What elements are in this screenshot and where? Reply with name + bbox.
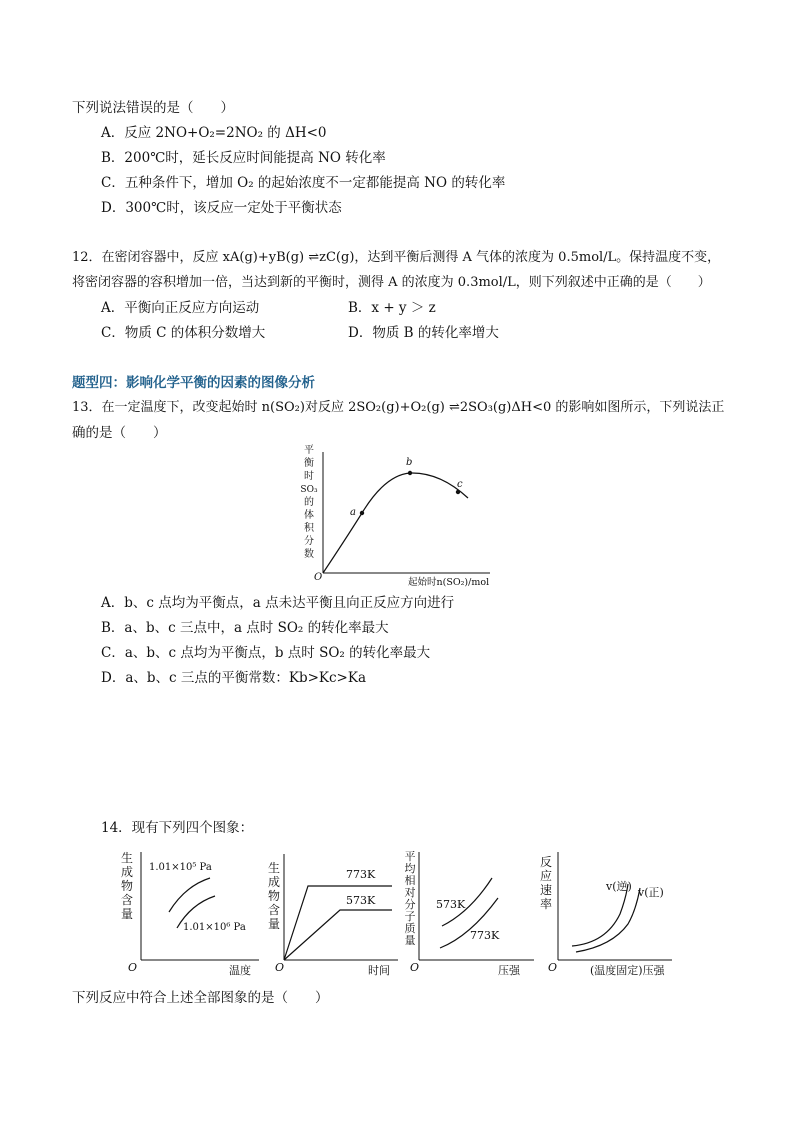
q13-option-c: C．a、b、c 点均为平衡点，b 点时 SO₂ 的转化率最大 (101, 645, 431, 661)
svg-text:平: 平 (304, 445, 314, 456)
q14-graph-1-label-2: 1.01×10⁶ Pa (183, 922, 246, 933)
svg-text:分: 分 (304, 536, 314, 547)
q14-graph-2-x-label: 时间 (368, 964, 390, 976)
q11-option-a: A．反应 2NO+O₂=2NO₂ 的 ΔH<0 (101, 125, 327, 141)
svg-text:生: 生 (267, 861, 281, 875)
q12-option-a: A．平衡向正反应方向运动 (101, 300, 260, 316)
svg-text:物: 物 (120, 879, 134, 893)
svg-text:SO₃: SO₃ (300, 485, 318, 495)
q13-y-axis-label (300, 444, 318, 560)
svg-text:数: 数 (304, 549, 314, 560)
svg-text:衡: 衡 (304, 458, 314, 469)
q14-graph-4-origin: O (548, 961, 558, 974)
q12-option-c: C．物质 C 的体积分数增大 (101, 325, 266, 341)
q14-graph-1-origin: O (128, 961, 138, 974)
q14-graph-2-origin: O (275, 961, 285, 974)
q14-graph-4-x-label: (温度固定)压强 (590, 964, 665, 976)
q11-option-d: D．300℃时，该反应一定处于平衡状态 (101, 200, 342, 216)
q14-graph-1 (115, 848, 265, 976)
svg-text:体: 体 (304, 510, 314, 521)
q14-graph-2-y-label (268, 860, 280, 931)
q13-stem-line1: 13．在一定温度下，改变起始时 n(SO₂)对反应 2SO₂(g)+O₂(g) ⇌2SO₃(g)ΔH<0 的影响如图所示，下列说法正 (72, 400, 725, 415)
q13-point-c (456, 490, 460, 494)
q14-graph-2-curve-573K (284, 910, 392, 960)
q14-graph-3-label-573K: 573K (436, 898, 466, 911)
q13-curve (323, 473, 468, 573)
q13-figure (290, 440, 505, 590)
svg-text:量: 量 (267, 917, 281, 931)
q14-graph-3-origin: O (410, 961, 420, 974)
q11-option-b: B．200℃时，延长反应时间能提高 NO 转化率 (101, 150, 386, 166)
q14-graph-4-y-label (540, 855, 552, 911)
q14-graph-4-curve-v-forward (576, 888, 640, 952)
svg-text:应: 应 (539, 869, 553, 883)
svg-text:的: 的 (304, 497, 314, 508)
q11-option-c: C．五种条件下，增加 O₂ 的起始浓度不一定都能提高 NO 的转化率 (101, 175, 506, 191)
svg-text:平: 平 (404, 850, 416, 863)
svg-text:量: 量 (404, 934, 416, 947)
svg-text:物: 物 (267, 889, 281, 903)
q13-option-d: D．a、b、c 三点的平衡常数：Kb>Kc>Ka (101, 670, 366, 686)
q14-stem: 14．现有下列四个图象： (101, 820, 254, 836)
q13-label-c: c (457, 479, 463, 490)
q12-stem-line2: 将密闭容器的容积增加一倍，当达到新的平衡时，测得 A 的浓度为 0.3mol/L，则下列叙述中正确的是（ ） (72, 275, 711, 290)
q14-graph-2-label-773K: 773K (346, 868, 376, 881)
svg-text:均: 均 (404, 862, 416, 875)
svg-text:相: 相 (404, 874, 416, 887)
q12-option-b: B．x + y ＞ z (348, 300, 436, 316)
q14-graph-3 (400, 848, 540, 976)
svg-text:对: 对 (404, 886, 416, 899)
q11-stem-tail: 下列说法错误的是（ ） (72, 100, 234, 116)
q13-origin: O (314, 572, 323, 583)
q13-label-b: b (406, 457, 413, 468)
q13-x-axis-label: 起始时n(SO₂)/mol (408, 577, 490, 588)
q14-graph-1-curve-1 (169, 878, 210, 912)
q14-graph-1-label-1: 1.01×10⁵ Pa (149, 862, 212, 873)
q13-option-b: B．a、b、c 三点中，a 点时 SO₂ 的转化率最大 (101, 620, 389, 636)
q14-stem-tail: 下列反应中符合上述全部图象的是（ ） (72, 990, 329, 1006)
q14-graph-3-label-773K: 773K (470, 929, 500, 942)
q14-graph-1-x-label: 温度 (229, 964, 251, 976)
svg-text:成: 成 (267, 875, 281, 889)
section-heading: 题型四：影响化学平衡的因素的图像分析 (72, 375, 315, 391)
svg-text:分: 分 (404, 898, 416, 911)
svg-text:速: 速 (539, 883, 553, 897)
q14-graph-2-curve-773K (284, 886, 392, 960)
q14-graph-4 (536, 848, 676, 976)
svg-text:成: 成 (120, 865, 134, 879)
q14-graph-4-label-v-forward: v(正) (638, 886, 664, 899)
q14-graph-2 (262, 848, 402, 976)
q13-label-a: a (350, 507, 356, 518)
q14-graph-4-label-v-reverse: v(逆) (606, 880, 632, 893)
q14-graph-1-y-label (121, 850, 133, 921)
svg-text:生: 生 (120, 851, 134, 865)
svg-text:子: 子 (404, 910, 416, 923)
svg-text:积: 积 (304, 523, 314, 534)
q12-option-d: D．物质 B 的转化率增大 (348, 325, 499, 341)
q13-option-a: A．b、c 点均为平衡点，a 点未达平衡且向正反应方向进行 (101, 595, 455, 611)
q13-point-a (360, 511, 364, 515)
q14-graph-2-label-573K: 573K (346, 894, 376, 907)
svg-text:时: 时 (304, 471, 314, 482)
svg-text:量: 量 (120, 907, 134, 921)
svg-text:含: 含 (120, 893, 134, 907)
q12-stem-line1: 12．在密闭容器中，反应 xA(g)+yB(g) ⇌zC(g)，达到平衡后测得 A 气体的浓度为 0.5mol/L。保持温度不变， (72, 250, 721, 265)
q13-stem-line2: 确的是（ ） (72, 425, 167, 441)
svg-text:反: 反 (539, 855, 553, 869)
q13-point-b (408, 471, 412, 475)
svg-text:率: 率 (539, 897, 553, 911)
q14-graph-4-curve-v-reverse (572, 884, 628, 946)
q14-graph-3-x-label: 压强 (498, 964, 520, 976)
svg-text:含: 含 (267, 903, 281, 917)
svg-text:质: 质 (404, 922, 416, 935)
q14-graph-3-y-label (405, 850, 416, 947)
